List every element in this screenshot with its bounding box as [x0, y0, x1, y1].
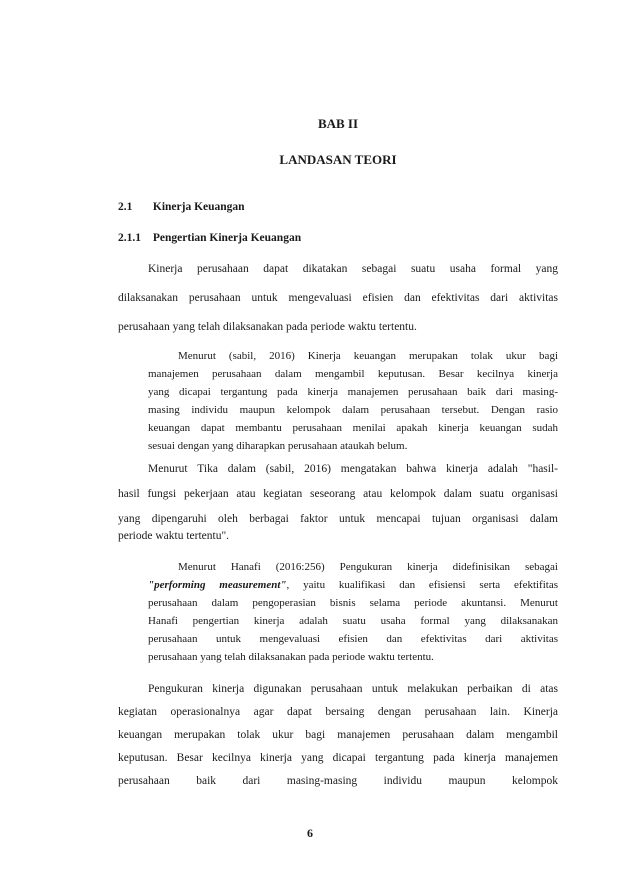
quote-line: Menurut Hanafi (2016:256) Pengukuran kinerja didefinisikan sebagai	[178, 561, 558, 573]
subsection-heading	[118, 232, 301, 244]
subsection-title: Pengertian Kinerja Keuangan	[152, 232, 302, 244]
section-heading	[118, 201, 245, 213]
quote-line: sesuai dengan yang diharapkan perusahaan ataukah belum.	[148, 440, 408, 452]
paragraph-line: Pengukuran kinerja digunakan perusahaan untuk melakukan perbaikan di atas	[148, 683, 558, 695]
paragraph-line: dilaksanakan perusahaan untuk mengevaluasi efisien dan efektivitas dari aktivitas	[118, 292, 558, 304]
paragraph-line: Kinerja perusahaan dapat dikatakan sebagai suatu usaha formal yang	[148, 263, 558, 275]
quote-line: manajemen perusahaan dalam mengambil keputusan. Besar kecilnya kinerja	[148, 368, 558, 380]
page-number: 6	[307, 826, 313, 840]
paragraph-line: periode waktu tertentu".	[118, 530, 230, 542]
paragraph-line: Menurut Tika dalam (sabil, 2016) mengatakan bahwa kinerja adalah "hasil-	[148, 463, 558, 475]
quote-line: perusahaan untuk mengevaluasi efisien dan efektivitas dari aktivitas	[148, 633, 558, 645]
paragraph-line: hasil fungsi pekerjaan atau kegiatan seseorang atau kelompok dalam suatu organisasi	[118, 488, 558, 500]
quote-line: masing individu maupun kelompok dalam perusahaan tersebut. Dengan rasio	[148, 404, 558, 416]
paragraph-line: keuangan merupakan tolak ukur bagi manajemen perusahaan dalam mengambil	[118, 729, 558, 741]
paragraph-line: yang dipengaruhi oleh berbagai faktor untuk mencapai tujuan organisasi dalam	[118, 513, 558, 525]
paragraph-line: keputusan. Besar kecilnya kinerja yang dicapai tergantung pada kinerja manajemen	[118, 752, 558, 764]
quote-line-italic	[148, 579, 558, 591]
quote-emphasis: "performing measurement"	[148, 579, 287, 591]
quote-line: perusahaan dalam pengoperasian bisnis selama periode akuntansi. Menurut	[148, 597, 558, 609]
quote-line: keuangan dapat membantu perusahaan menilai apakah kinerja keuangan sudah	[148, 422, 558, 434]
paragraph-line: kegiatan operasionalnya agar dapat bersaing dengan perusahaan lain. Kinerja	[118, 706, 558, 718]
section-title: Kinerja Keuangan	[152, 201, 245, 213]
quote-rest: , yaitu kualifikasi dan efisiensi serta efektifitas	[286, 579, 558, 591]
section-number: 2.1	[118, 201, 133, 213]
quote-line: perusahaan yang telah dilaksanakan pada periode waktu tertentu.	[148, 651, 434, 663]
paragraph-line: perusahaan baik dari masing-masing individu maupun kelompok	[118, 775, 558, 787]
quote-line: Hanafi pengertian kinerja adalah suatu usaha formal yang dilaksanakan	[148, 615, 558, 627]
chapter-label: BAB II	[317, 116, 359, 131]
paragraph-line: perusahaan yang telah dilaksanakan pada periode waktu tertentu.	[118, 321, 417, 333]
quote-line: Menurut (sabil, 2016) Kinerja keuangan merupakan tolak ukur bagi	[178, 350, 558, 362]
subsection-number: 2.1.1	[118, 232, 141, 244]
chapter-title: LANDASAN TEORI	[279, 152, 397, 167]
quote-line: yang dicapai tergantung pada kinerja manajemen perusahaan baik dari masing-	[148, 386, 558, 398]
